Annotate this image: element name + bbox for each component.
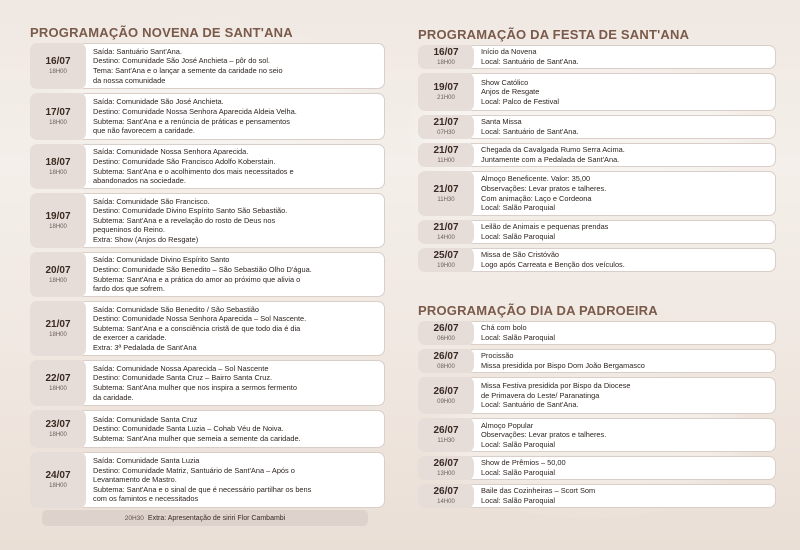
event-text: Saída: Comunidade Santa Luzia Destino: Comunidade Matriz, Santuário de Sant'Ana – Após o Levantamento de Mastro. Subtema: Sant'Ana e o sinal de que é necessário partilhar os bens com os famintos e necessitados	[93, 456, 312, 504]
event-box	[466, 456, 776, 480]
event-box	[466, 220, 776, 244]
event-text: Chá com bolo Local: Salão Paroquial	[481, 323, 555, 342]
novena-item	[30, 144, 385, 189]
event-box	[466, 73, 776, 111]
festa-item	[418, 248, 776, 272]
date-badge: 26/07 06H00	[418, 321, 474, 345]
event-text: Início da Novena Local: Santuário de Sant'Ana.	[481, 47, 579, 66]
date-badge: 19/07 18H00	[30, 193, 86, 248]
event-text: Chegada da Cavalgada Rumo Serra Acima. Juntamente com a Pedalada de Sant'Ana.	[481, 145, 625, 164]
event-text: Procissão Missa presidida por Bispo Dom João Bergamasco	[481, 351, 645, 370]
extra-text: Extra: Apresentação de siriri Flor Cambambi	[147, 514, 286, 522]
novena-item	[30, 93, 385, 140]
event-box	[466, 115, 776, 139]
date-badge: 21/07 18H00	[30, 301, 86, 356]
event-text: Missa Festiva presidida por Bispo da Diocese de Primavera do Leste/ Paranatinga Local: Santuário de Sant'Ana.	[481, 381, 631, 410]
novena-title: PROGRAMAÇÃO NOVENA DE SANT'ANA	[30, 25, 293, 40]
novena-item	[30, 360, 385, 406]
festa-item	[418, 73, 776, 111]
event-box	[466, 418, 776, 452]
padroeira-item	[418, 456, 776, 480]
novena-item	[30, 301, 385, 356]
event-text: Santa Missa Local: Santuário de Sant'Ana.	[481, 117, 579, 136]
festa-item	[418, 45, 776, 69]
event-text: Saída: Santuário Sant'Ana. Destino: Comunidade São José Anchieta – pôr do sol. Tema: Sant'Ana e o lançar a semente da caridade no seio da nossa comunidade	[93, 46, 283, 85]
event-box	[466, 143, 776, 167]
event-box	[78, 43, 385, 89]
novena-item	[30, 43, 385, 89]
novena-item	[30, 252, 385, 297]
date-badge: 25/07 19H00	[418, 248, 474, 272]
event-text: Almoço Popular Observações: Levar pratos e talheres. Local: Salão Paroquial	[481, 420, 607, 449]
novena-item	[30, 410, 385, 448]
event-text: Saída: Comunidade Nossa Aparecida – Sol Nascente Destino: Comunidade Santa Cruz – Bairro Santa Cruz. Subtema: Sant'Ana mulher que nos inspira a sermos fermento da caridade.	[93, 363, 297, 402]
event-box	[466, 248, 776, 272]
date-badge: 16/07 18H00	[418, 45, 474, 69]
date-badge: 26/07 09H00	[418, 377, 474, 414]
date-badge: 26/07 14H00	[418, 484, 474, 508]
event-box	[78, 252, 385, 297]
festa-item	[418, 143, 776, 167]
padroeira-item	[418, 321, 776, 345]
event-text: Saída: Comunidade São Francisco. Destino: Comunidade Divino Espírito Santo São Sebastião. Subtema: Sant'Ana e a revelação do rosto de Deus nos pequeninos do Reino. Extra: Show (Anjos do Resgate)	[93, 196, 288, 244]
event-text: Saída: Comunidade Divino Espírito Santo Destino: Comunidade São Benedito – São Sebastião Olho D'água. Subtema: Sant'Ana e a prática do amor ao próximo que alivia o fardo dos que sofrem.	[93, 255, 312, 294]
extra-hour: 20H30	[124, 514, 144, 522]
date-badge: 16/07 18H00	[30, 43, 86, 89]
event-text: Saída: Comunidade Santa Cruz Destino: Comunidade Santa Luzia – Cohab Véu de Noiva. Subtema: Sant'Ana mulher que semeia a semente da caridade.	[93, 414, 301, 443]
event-box	[466, 484, 776, 508]
date-badge: 18/07 18H00	[30, 144, 86, 189]
date-badge: 17/07 18H00	[30, 93, 86, 140]
festa-title: PROGRAMAÇÃO DA FESTA DE SANT'ANA	[418, 27, 690, 42]
event-text: Almoço Beneficente. Valor: 35,00 Observações: Levar pratos e talheres. Com animação: Laço e Cordeona Local: Salão Paroquial	[481, 174, 607, 213]
event-box	[466, 171, 776, 216]
date-badge: 21/07 14H00	[418, 220, 474, 244]
festa-item	[418, 220, 776, 244]
date-badge: 21/07 11H30	[418, 171, 474, 216]
padroeira-item	[418, 418, 776, 452]
event-box	[466, 45, 776, 69]
event-text: Saída: Comunidade São Benedito / São Sebastião Destino: Comunidade Nossa Senhora Aparecida – Sol Nascente. Subtema: Sant'Ana e a consciência cristã de que todo dia é dia de exercer a caridade. Extra: 3ª Pedalada de Sant'Ana	[93, 304, 307, 352]
event-text: Show de Prêmios – 50,00 Local: Salão Paroquial	[481, 458, 566, 477]
event-box	[78, 193, 385, 248]
event-box	[78, 410, 385, 448]
date-badge: 24/07 18H00	[30, 452, 86, 508]
event-box	[78, 360, 385, 406]
event-box	[78, 301, 385, 356]
festa-item	[418, 115, 776, 139]
date-badge: 21/07 07H30	[418, 115, 474, 139]
date-badge: 20/07 18H00	[30, 252, 86, 297]
event-box	[466, 349, 776, 373]
festa-item	[418, 171, 776, 216]
padroeira-item	[418, 484, 776, 508]
date-badge: 19/07 21H00	[418, 73, 474, 111]
date-badge: 21/07 11H00	[418, 143, 474, 167]
event-text: Missa de São Cristóvão Logo após Carreata e Benção dos veículos.	[481, 250, 625, 269]
event-text: Saída: Comunidade São José Anchieta. Destino: Comunidade Nossa Senhora Aparecida Aldeia Velha. Subtema: Sant'Ana e a renúncia de práticas e pensamentos que não favorecem a caridade.	[93, 97, 297, 136]
date-badge: 26/07 11H30	[418, 418, 474, 452]
padroeira-title: PROGRAMAÇÃO DIA DA PADROEIRA	[418, 303, 658, 318]
extra-banner	[42, 510, 368, 526]
event-text: Saída: Comunidade Nossa Senhora Aparecida. Destino: Comunidade São Francisco Adolfo Koberstain. Subtema: Sant'Ana e o acolhimento dos mais necessitados e abandonados na sociedade.	[93, 147, 294, 186]
event-text: Leilão de Animais e pequenas prendas Local: Salão Paroquial	[481, 222, 609, 241]
date-badge: 26/07 08H00	[418, 349, 474, 373]
event-box	[78, 452, 385, 508]
date-badge: 26/07 13H00	[418, 456, 474, 480]
event-box	[78, 93, 385, 140]
event-text: Baile das Cozinheiras – Scort Som Local: Salão Paroquial	[481, 486, 596, 505]
event-box	[78, 144, 385, 189]
event-text: Show Católico Anjos de Resgate Local: Palco de Festival	[481, 77, 560, 106]
padroeira-item	[418, 349, 776, 373]
date-badge: 23/07 18H00	[30, 410, 86, 448]
novena-item	[30, 193, 385, 248]
event-box	[466, 377, 776, 414]
event-box	[466, 321, 776, 345]
novena-item	[30, 452, 385, 508]
date-badge: 22/07 18H00	[30, 360, 86, 406]
padroeira-item	[418, 377, 776, 414]
